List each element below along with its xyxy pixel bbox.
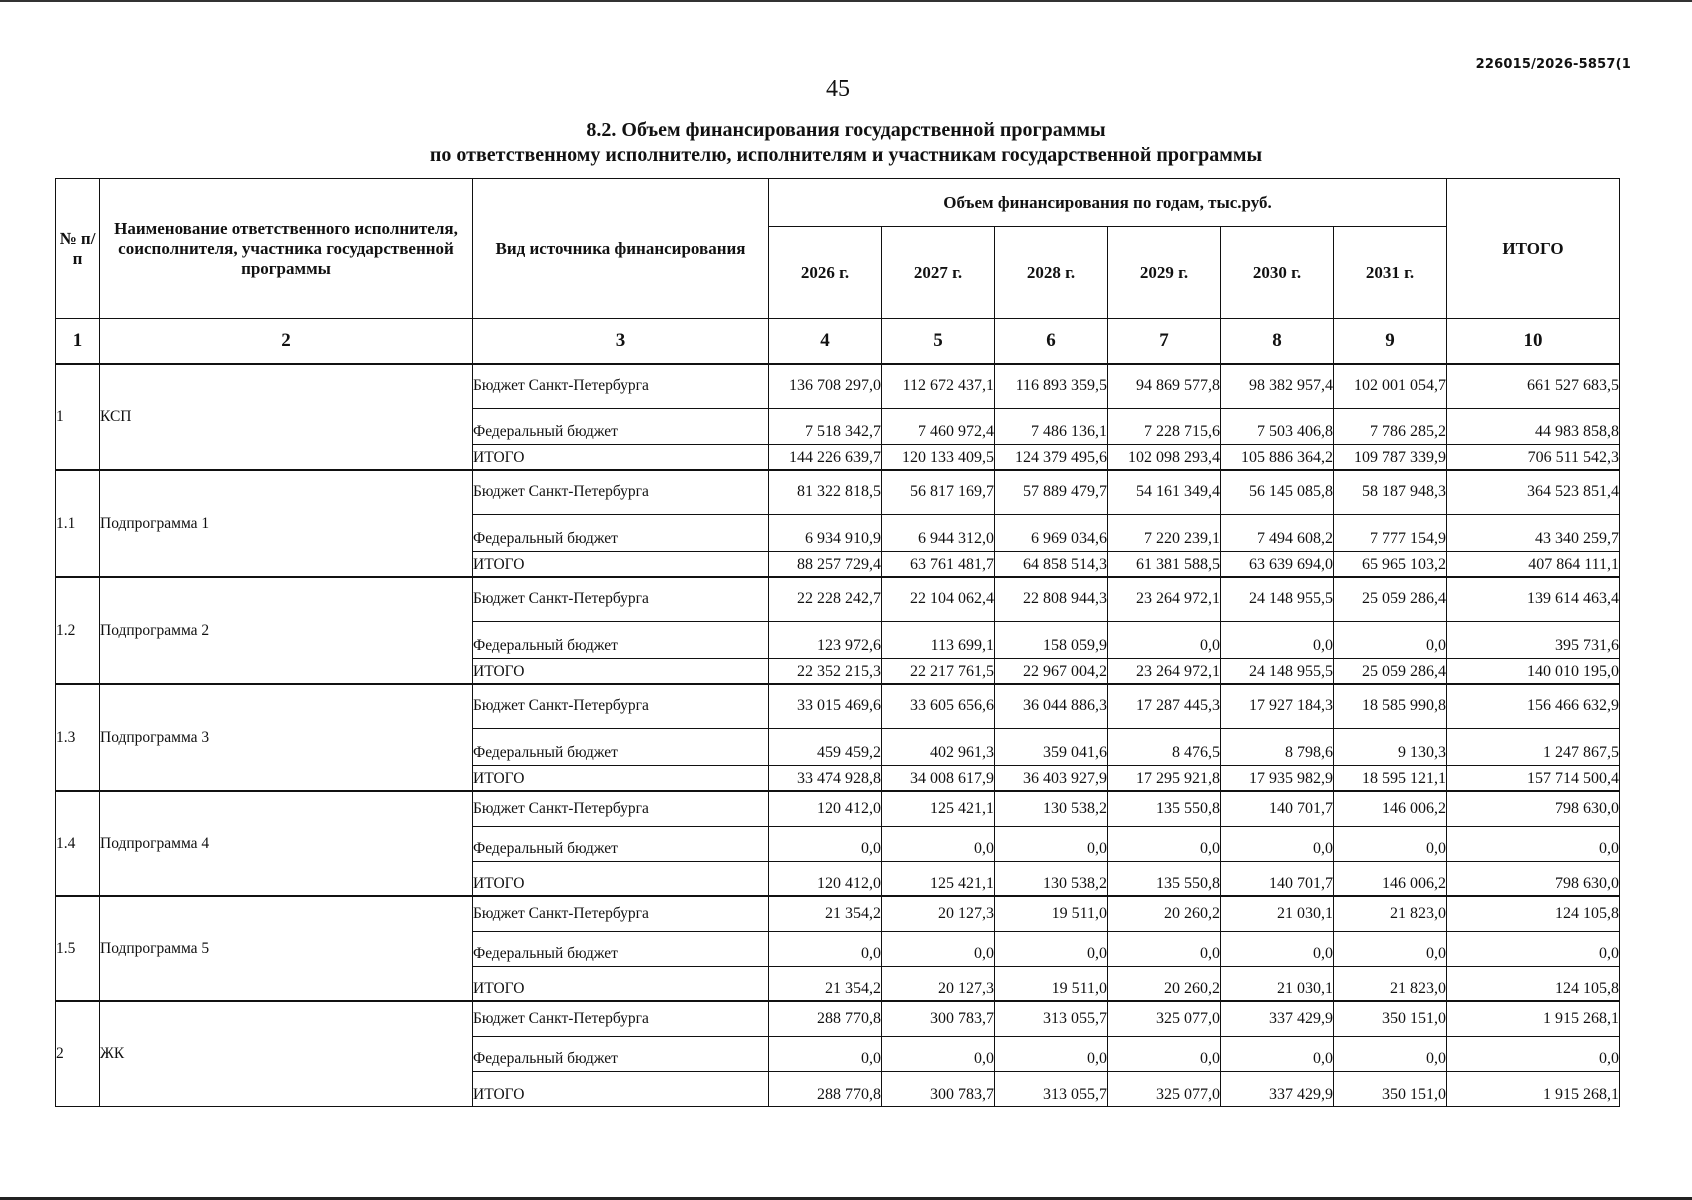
- funding-source: Федеральный бюджет: [473, 1036, 769, 1071]
- year-value: 20 127,3: [882, 896, 995, 931]
- year-value: 63 761 481,7: [882, 551, 995, 577]
- funding-source: ИТОГО: [473, 551, 769, 577]
- year-value: 18 595 121,1: [1334, 765, 1447, 791]
- year-value: 288 770,8: [769, 1071, 882, 1106]
- funding-source: Бюджет Санкт-Петербурга: [473, 1001, 769, 1036]
- funding-source: Бюджет Санкт-Петербурга: [473, 364, 769, 408]
- year-value: 21 030,1: [1221, 896, 1334, 931]
- year-value: 158 059,9: [995, 621, 1108, 658]
- row-total-value: 1 915 268,1: [1447, 1001, 1620, 1036]
- year-value: 116 893 359,5: [995, 364, 1108, 408]
- row-total-value: 44 983 858,8: [1447, 408, 1620, 444]
- year-value: 0,0: [1108, 826, 1221, 861]
- year-value: 350 151,0: [1334, 1071, 1447, 1106]
- title-line-2: по ответственному исполнителю, исполнителям и участникам государственной программы: [429, 144, 1263, 166]
- year-value: 7 518 342,7: [769, 408, 882, 444]
- header-source: Вид источника финансирования: [473, 179, 769, 319]
- year-value: 313 055,7: [995, 1001, 1108, 1036]
- year-value: 17 287 445,3: [1108, 684, 1221, 728]
- row-budget-spb: [56, 791, 1620, 826]
- row-budget-spb: [56, 364, 1620, 408]
- header-year: 2028 г.: [995, 227, 1108, 319]
- year-value: 33 605 656,6: [882, 684, 995, 728]
- year-value: 0,0: [769, 931, 882, 966]
- year-value: 0,0: [1108, 621, 1221, 658]
- row-budget-spb: [56, 1001, 1620, 1036]
- year-value: 146 006,2: [1334, 861, 1447, 896]
- year-value: 337 429,9: [1221, 1001, 1334, 1036]
- year-value: 300 783,7: [882, 1001, 995, 1036]
- scan-top-border: [0, 0, 1692, 2]
- year-value: 0,0: [769, 1036, 882, 1071]
- header-year: 2026 г.: [769, 227, 882, 319]
- year-value: 17 927 184,3: [1221, 684, 1334, 728]
- year-value: 313 055,7: [995, 1071, 1108, 1106]
- year-value: 140 701,7: [1221, 861, 1334, 896]
- year-value: 19 511,0: [995, 966, 1108, 1001]
- group-index: 2: [56, 1001, 100, 1106]
- row-total-value: 157 714 500,4: [1447, 765, 1620, 791]
- column-number: 3: [473, 319, 769, 365]
- year-value: 6 934 910,9: [769, 514, 882, 551]
- year-value: 0,0: [769, 826, 882, 861]
- row-total-value: 395 731,6: [1447, 621, 1620, 658]
- year-value: 24 148 955,5: [1221, 577, 1334, 621]
- row-total-value: 407 864 111,1: [1447, 551, 1620, 577]
- funding-source: Федеральный бюджет: [473, 621, 769, 658]
- funding-source: Федеральный бюджет: [473, 728, 769, 765]
- year-value: 120 412,0: [769, 861, 882, 896]
- year-value: 0,0: [995, 1036, 1108, 1071]
- year-value: 20 260,2: [1108, 896, 1221, 931]
- row-total-value: 364 523 851,4: [1447, 470, 1620, 514]
- year-value: 0,0: [1108, 931, 1221, 966]
- year-value: 21 823,0: [1334, 896, 1447, 931]
- year-value: 21 030,1: [1221, 966, 1334, 1001]
- group-name: КСП: [100, 364, 473, 470]
- year-value: 8 476,5: [1108, 728, 1221, 765]
- year-value: 81 322 818,5: [769, 470, 882, 514]
- header-year: 2029 г.: [1108, 227, 1221, 319]
- funding-source: Федеральный бюджет: [473, 514, 769, 551]
- year-value: 7 503 406,8: [1221, 408, 1334, 444]
- column-number: 2: [100, 319, 473, 365]
- year-value: 135 550,8: [1108, 791, 1221, 826]
- row-total-value: 798 630,0: [1447, 861, 1620, 896]
- year-value: 123 972,6: [769, 621, 882, 658]
- year-value: 113 699,1: [882, 621, 995, 658]
- year-value: 325 077,0: [1108, 1001, 1221, 1036]
- row-budget-spb: [56, 470, 1620, 514]
- year-value: 140 701,7: [1221, 791, 1334, 826]
- year-value: 7 777 154,9: [1334, 514, 1447, 551]
- group-index: 1: [56, 364, 100, 470]
- year-value: 18 585 990,8: [1334, 684, 1447, 728]
- row-total-value: 124 105,8: [1447, 966, 1620, 1001]
- column-number: 4: [769, 319, 882, 365]
- year-value: 102 098 293,4: [1108, 444, 1221, 470]
- column-number: 1: [56, 319, 100, 365]
- year-value: 402 961,3: [882, 728, 995, 765]
- year-value: 0,0: [1334, 1036, 1447, 1071]
- year-value: 124 379 495,6: [995, 444, 1108, 470]
- column-number: 10: [1447, 319, 1620, 365]
- funding-source: ИТОГО: [473, 861, 769, 896]
- year-value: 58 187 948,3: [1334, 470, 1447, 514]
- year-value: 6 969 034,6: [995, 514, 1108, 551]
- funding-source: ИТОГО: [473, 765, 769, 791]
- funding-source: ИТОГО: [473, 1071, 769, 1106]
- year-value: 7 228 715,6: [1108, 408, 1221, 444]
- year-value: 120 133 409,5: [882, 444, 995, 470]
- year-value: 0,0: [1221, 826, 1334, 861]
- year-value: 130 538,2: [995, 791, 1108, 826]
- year-value: 112 672 437,1: [882, 364, 995, 408]
- column-number: 6: [995, 319, 1108, 365]
- funding-source: ИТОГО: [473, 966, 769, 1001]
- year-value: 9 130,3: [1334, 728, 1447, 765]
- year-value: 61 381 588,5: [1108, 551, 1221, 577]
- year-value: 22 808 944,3: [995, 577, 1108, 621]
- row-budget-spb: [56, 577, 1620, 621]
- year-value: 98 382 957,4: [1221, 364, 1334, 408]
- header-name: Наименование ответственного исполнителя, соисполнителя, участника государственной программы: [100, 179, 473, 319]
- year-value: 0,0: [1221, 931, 1334, 966]
- year-value: 88 257 729,4: [769, 551, 882, 577]
- funding-source: Федеральный бюджет: [473, 931, 769, 966]
- group-name: ЖК: [100, 1001, 473, 1106]
- year-value: 36 403 927,9: [995, 765, 1108, 791]
- row-total-value: 706 511 542,3: [1447, 444, 1620, 470]
- row-budget-spb: [56, 896, 1620, 931]
- year-value: 325 077,0: [1108, 1071, 1221, 1106]
- year-value: 20 127,3: [882, 966, 995, 1001]
- year-value: 120 412,0: [769, 791, 882, 826]
- group-name: Подпрограмма 4: [100, 791, 473, 896]
- row-total-value: 661 527 683,5: [1447, 364, 1620, 408]
- year-value: 65 965 103,2: [1334, 551, 1447, 577]
- header-total: ИТОГО: [1447, 179, 1620, 319]
- column-number: 7: [1108, 319, 1221, 365]
- page-number: 45: [826, 76, 850, 102]
- group-index: 1.1: [56, 470, 100, 577]
- funding-source: ИТОГО: [473, 444, 769, 470]
- column-number: 5: [882, 319, 995, 365]
- group-name: Подпрограмма 1: [100, 470, 473, 577]
- year-value: 7 494 608,2: [1221, 514, 1334, 551]
- funding-source: Бюджет Санкт-Петербурга: [473, 684, 769, 728]
- year-value: 25 059 286,4: [1334, 577, 1447, 621]
- group-name: Подпрограмма 3: [100, 684, 473, 791]
- year-value: 130 538,2: [995, 861, 1108, 896]
- row-total-value: 43 340 259,7: [1447, 514, 1620, 551]
- year-value: 136 708 297,0: [769, 364, 882, 408]
- funding-source: ИТОГО: [473, 658, 769, 684]
- year-value: 63 639 694,0: [1221, 551, 1334, 577]
- document-id: 226015/2026-5857(1: [1475, 57, 1631, 72]
- year-value: 0,0: [882, 1036, 995, 1071]
- group-name: Подпрограмма 5: [100, 896, 473, 1001]
- year-value: 359 041,6: [995, 728, 1108, 765]
- year-value: 0,0: [882, 826, 995, 861]
- row-total-value: 798 630,0: [1447, 791, 1620, 826]
- group-index: 1.2: [56, 577, 100, 684]
- year-value: 94 869 577,8: [1108, 364, 1221, 408]
- year-value: 0,0: [1334, 621, 1447, 658]
- year-value: 22 104 062,4: [882, 577, 995, 621]
- header-financing: Объем финансирования по годам, тыс.руб.: [769, 179, 1447, 227]
- year-value: 21 354,2: [769, 966, 882, 1001]
- group-index: 1.5: [56, 896, 100, 1001]
- funding-source: Бюджет Санкт-Петербурга: [473, 896, 769, 931]
- row-total-value: 0,0: [1447, 826, 1620, 861]
- row-total-value: 1 247 867,5: [1447, 728, 1620, 765]
- header-year: 2027 г.: [882, 227, 995, 319]
- year-value: 56 145 085,8: [1221, 470, 1334, 514]
- year-value: 7 486 136,1: [995, 408, 1108, 444]
- year-value: 459 459,2: [769, 728, 882, 765]
- year-value: 64 858 514,3: [995, 551, 1108, 577]
- year-value: 57 889 479,7: [995, 470, 1108, 514]
- year-value: 144 226 639,7: [769, 444, 882, 470]
- year-value: 22 352 215,3: [769, 658, 882, 684]
- header-year: 2030 г.: [1221, 227, 1334, 319]
- year-value: 17 935 982,9: [1221, 765, 1334, 791]
- year-value: 36 044 886,3: [995, 684, 1108, 728]
- year-value: 22 217 761,5: [882, 658, 995, 684]
- funding-source: Федеральный бюджет: [473, 408, 769, 444]
- year-value: 21 354,2: [769, 896, 882, 931]
- year-value: 56 817 169,7: [882, 470, 995, 514]
- header-num: № п/п: [56, 179, 100, 319]
- title-line-1: 8.2. Объем финансирования государственной программы: [586, 119, 1106, 141]
- year-value: 21 823,0: [1334, 966, 1447, 1001]
- year-value: 23 264 972,1: [1108, 658, 1221, 684]
- row-total-value: 139 614 463,4: [1447, 577, 1620, 621]
- year-value: 22 228 242,7: [769, 577, 882, 621]
- row-total-value: 0,0: [1447, 931, 1620, 966]
- header-year: 2031 г.: [1334, 227, 1447, 319]
- year-value: 0,0: [882, 931, 995, 966]
- year-value: 33 474 928,8: [769, 765, 882, 791]
- year-value: 0,0: [1221, 1036, 1334, 1071]
- row-total-value: 156 466 632,9: [1447, 684, 1620, 728]
- year-value: 6 944 312,0: [882, 514, 995, 551]
- year-value: 22 967 004,2: [995, 658, 1108, 684]
- year-value: 7 460 972,4: [882, 408, 995, 444]
- year-value: 8 798,6: [1221, 728, 1334, 765]
- column-number: 9: [1334, 319, 1447, 365]
- year-value: 20 260,2: [1108, 966, 1221, 1001]
- year-value: 7 220 239,1: [1108, 514, 1221, 551]
- group-name: Подпрограмма 2: [100, 577, 473, 684]
- year-value: 0,0: [1108, 1036, 1221, 1071]
- year-value: 0,0: [1334, 826, 1447, 861]
- year-value: 24 148 955,5: [1221, 658, 1334, 684]
- row-total-value: 124 105,8: [1447, 896, 1620, 931]
- row-budget-spb: [56, 684, 1620, 728]
- table-title: [0, 118, 1692, 168]
- year-value: 135 550,8: [1108, 861, 1221, 896]
- year-value: 54 161 349,4: [1108, 470, 1221, 514]
- funding-source: Федеральный бюджет: [473, 826, 769, 861]
- funding-source: Бюджет Санкт-Петербурга: [473, 470, 769, 514]
- year-value: 23 264 972,1: [1108, 577, 1221, 621]
- year-value: 102 001 054,7: [1334, 364, 1447, 408]
- funding-source: Бюджет Санкт-Петербурга: [473, 577, 769, 621]
- year-value: 33 015 469,6: [769, 684, 882, 728]
- financing-table: [55, 178, 1620, 1107]
- year-value: 25 059 286,4: [1334, 658, 1447, 684]
- table-body: [56, 364, 1620, 1106]
- row-total-value: 0,0: [1447, 1036, 1620, 1071]
- year-value: 0,0: [1334, 931, 1447, 966]
- year-value: 7 786 285,2: [1334, 408, 1447, 444]
- group-index: 1.3: [56, 684, 100, 791]
- row-total-value: 140 010 195,0: [1447, 658, 1620, 684]
- year-value: 105 886 364,2: [1221, 444, 1334, 470]
- year-value: 146 006,2: [1334, 791, 1447, 826]
- year-value: 288 770,8: [769, 1001, 882, 1036]
- year-value: 17 295 921,8: [1108, 765, 1221, 791]
- year-value: 125 421,1: [882, 791, 995, 826]
- year-value: 125 421,1: [882, 861, 995, 896]
- group-index: 1.4: [56, 791, 100, 896]
- year-value: 0,0: [1221, 621, 1334, 658]
- funding-source: Бюджет Санкт-Петербурга: [473, 791, 769, 826]
- year-value: 350 151,0: [1334, 1001, 1447, 1036]
- year-value: 34 008 617,9: [882, 765, 995, 791]
- year-value: 0,0: [995, 826, 1108, 861]
- year-value: 109 787 339,9: [1334, 444, 1447, 470]
- year-value: 337 429,9: [1221, 1071, 1334, 1106]
- column-number: 8: [1221, 319, 1334, 365]
- year-value: 0,0: [995, 931, 1108, 966]
- year-value: 300 783,7: [882, 1071, 995, 1106]
- year-value: 19 511,0: [995, 896, 1108, 931]
- row-total-value: 1 915 268,1: [1447, 1071, 1620, 1106]
